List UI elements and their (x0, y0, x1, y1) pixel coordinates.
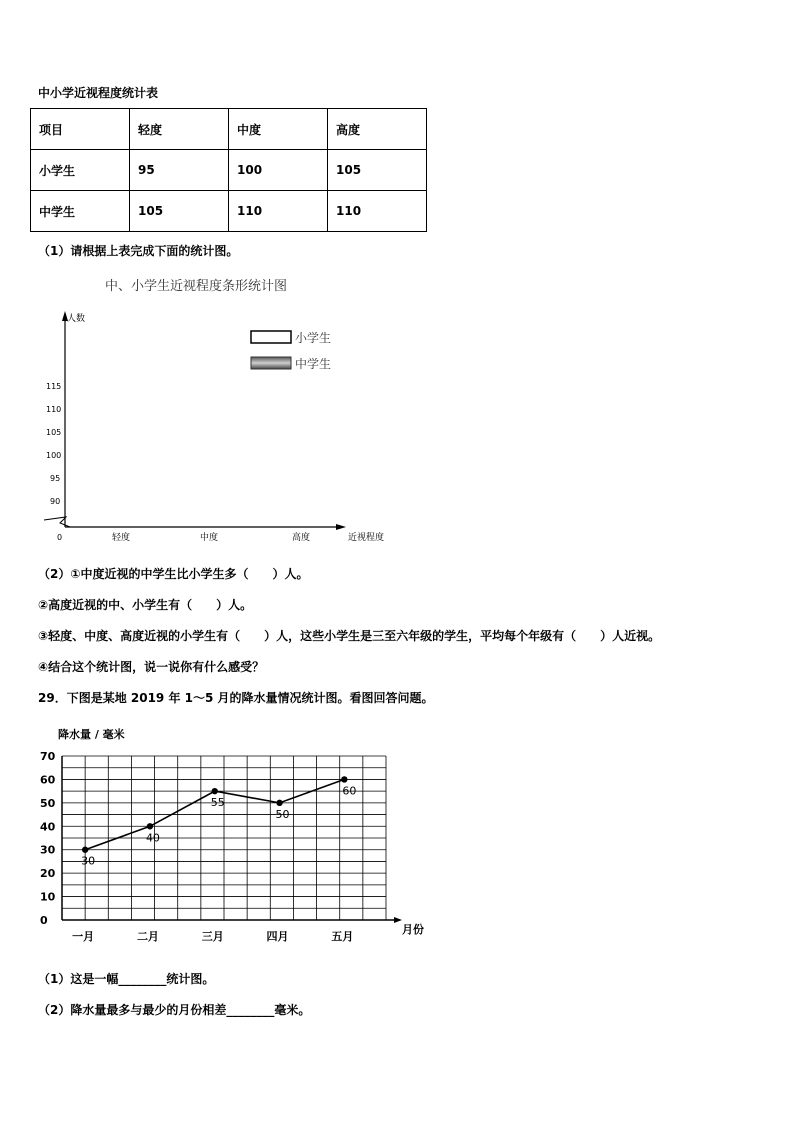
x-tick-label: 四月 (266, 930, 289, 943)
table-cell: 中学生 (31, 191, 130, 232)
x-tick-label: 五月 (331, 930, 354, 943)
legend-label: 中学生 (295, 357, 332, 371)
bar-x-arrow (336, 524, 346, 530)
line-series (81, 776, 356, 867)
bar-x-tick: 高度 (292, 533, 311, 543)
y-tick-label: 60 (40, 773, 56, 787)
data-label: 50 (275, 807, 290, 821)
axis-break-mark (44, 517, 70, 527)
question-29-2: （2）降水量最多与最少的月份相差________毫米。 (38, 1003, 311, 1017)
question-29-1: （1）这是一幅________统计图。 (38, 972, 215, 986)
myopia-table (30, 108, 427, 232)
bar-x-tick: 中度 (200, 533, 219, 543)
data-point (212, 788, 218, 794)
table-header-row (31, 109, 427, 150)
legend-label: 小学生 (295, 331, 332, 345)
bar-y-tick: 100 (46, 451, 62, 460)
table-title: 中小学近视程度统计表 (38, 86, 159, 100)
data-point (341, 776, 347, 782)
line-x-label: 月份 (402, 923, 424, 936)
data-label: 55 (210, 796, 225, 810)
bar-y-label: 人数 (67, 314, 86, 324)
x-tick-label: 二月 (136, 930, 159, 943)
line-axis-ticks (40, 750, 353, 943)
bar-x-label: 近视程度 (348, 533, 385, 543)
y-tick-label: 20 (40, 867, 56, 881)
bar-y-tick: 110 (46, 405, 62, 414)
bar-chart-blank (0, 265, 420, 555)
table-cell: 105 (130, 191, 229, 232)
data-label: 40 (145, 831, 160, 845)
y-tick-label: 0 (40, 914, 48, 927)
table-cell: 中度 (229, 109, 328, 150)
table-cell: 110 (328, 191, 427, 232)
table-cell: 轻度 (130, 109, 229, 150)
table-cell: 高度 (328, 109, 427, 150)
table-cell: 110 (229, 191, 328, 232)
rainfall-line-chart (0, 720, 450, 950)
bar-y-tick: 105 (46, 428, 62, 437)
legend-swatch-secondary (251, 357, 291, 369)
y-tick-label: 50 (40, 796, 56, 810)
y-tick-label: 40 (40, 820, 56, 834)
line-y-label: 降水量 / 毫米 (58, 728, 125, 741)
table-cell: 小学生 (31, 150, 130, 191)
data-point (147, 823, 153, 829)
bar-y-tick: 115 (46, 382, 62, 391)
legend-swatch-primary (251, 331, 291, 343)
question-2-4: ④结合这个统计图，说一说你有什么感受？ (38, 660, 265, 674)
bar-y-tick: 95 (50, 474, 61, 483)
bar-chart-title: 中、小学生近视程度条形统计图 (105, 279, 288, 294)
table-cell: 100 (229, 150, 328, 191)
table-cell: 95 (130, 150, 229, 191)
table-row (31, 191, 427, 232)
x-tick-label: 三月 (201, 930, 224, 943)
question-29: 29．下图是某地 2019 年 1～5 月的降水量情况统计图。看图回答问题。 (38, 691, 434, 705)
data-label: 60 (342, 784, 357, 798)
bar-y-tick: 90 (50, 497, 61, 506)
x-tick-label: 一月 (72, 930, 95, 943)
y-tick-label: 10 (40, 890, 56, 904)
data-label: 30 (81, 854, 96, 868)
table-cell: 项目 (31, 109, 130, 150)
question-2-3: ③轻度、中度、高度近视的小学生有（ ）人，这些小学生是三至六年级的学生，平均每个年级有（ ）人近视。 (38, 629, 661, 643)
question-2-1: （2）①中度近视的中学生比小学生多（ ）人。 (38, 567, 309, 581)
question-1: （1）请根据上表完成下面的统计图。 (38, 244, 239, 258)
data-point (82, 847, 88, 853)
x-axis-arrow (394, 917, 402, 923)
table-cell: 105 (328, 150, 427, 191)
bar-x-tick: 轻度 (112, 533, 131, 543)
y-tick-label: 30 (40, 843, 56, 857)
bar-origin-label: 0 (57, 533, 63, 542)
table-row (31, 150, 427, 191)
y-tick-label: 70 (40, 750, 56, 763)
question-2-2: ②高度近视的中、小学生有（ ）人。 (38, 598, 253, 612)
data-point (276, 800, 282, 806)
